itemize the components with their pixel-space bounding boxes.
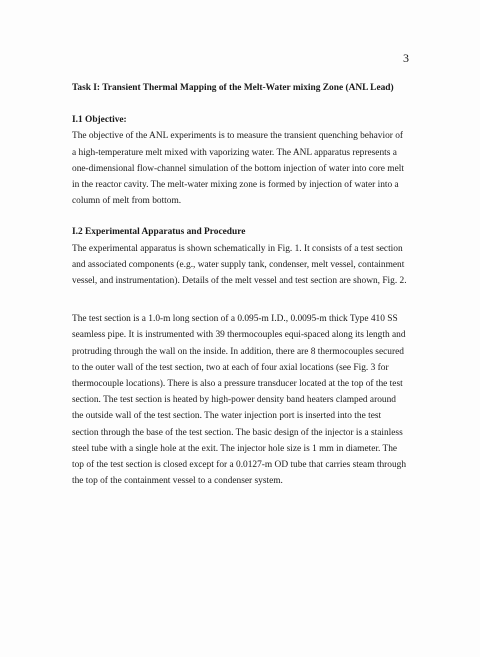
spacer bbox=[72, 209, 422, 224]
text-line: The objective of the ANL experiments is to measure the transient quenching behavior of bbox=[72, 131, 404, 142]
text-line: the outside wall of the test section. The water injection port is inserted into the test bbox=[72, 411, 382, 422]
text-line: seamless pipe. It is instrumented with 39 thermocouples equi-spaced along its length and bbox=[72, 330, 406, 341]
section-heading-apparatus: I.2 Experimental Apparatus and Procedure bbox=[72, 227, 246, 238]
text-line: column of melt from bottom. bbox=[72, 196, 182, 207]
text-line: and associated components (e.g., water supply tank, condenser, melt vessel, containment bbox=[72, 259, 405, 270]
text-line: section through the base of the test section. The basic design of the injector is a stainless bbox=[72, 427, 403, 438]
section-heading-objective: I.1 Objective: bbox=[72, 115, 127, 126]
text-line: section. The test section is heated by high-power density band heaters clamped around bbox=[72, 395, 396, 406]
text-line: steel tube with a single hole at the exit. The injector hole size is 1 mm in diameter. The bbox=[72, 443, 398, 454]
apparatus-paragraph bbox=[72, 241, 422, 290]
objective-paragraph bbox=[72, 128, 422, 209]
text-line: to the outer wall of the test section, two at each of four axial locations (see Fig. 3 for bbox=[72, 362, 389, 373]
text-line: the top of the containment vessel to a condenser system. bbox=[72, 476, 283, 487]
text-line: in the reactor cavity. The melt-water mixing zone is formed by injection of water into a bbox=[72, 180, 399, 191]
text-line: top of the test section is closed except for a 0.0127-m OD tube that carries steam through bbox=[72, 460, 407, 471]
test-section-paragraph bbox=[72, 311, 422, 489]
page-number: 3 bbox=[403, 51, 409, 65]
text-line: protruding through the wall on the inside. In addition, there are 8 thermocouples secured bbox=[72, 346, 404, 357]
document-body bbox=[72, 80, 422, 489]
text-line: The experimental apparatus is shown schematically in Fig. 1. It consists of a test section bbox=[72, 243, 403, 254]
spacer bbox=[72, 289, 422, 311]
text-line: The test section is a 1.0-m long section of a 0.095-m I.D., 0.0095-m thick Type 410 SS bbox=[72, 314, 398, 325]
spacer bbox=[72, 96, 422, 112]
text-line: vessel, and instrumentation). Details of the melt vessel and test section are shown, Fig. 2. bbox=[72, 276, 407, 287]
text-line: one-dimensional flow-channel simulation of the bottom injection of water into core melt bbox=[72, 163, 404, 174]
task-title: Task I: Transient Thermal Mapping of the Melt-Water mixing Zone (ANL Lead) bbox=[72, 83, 394, 93]
text-line: thermocouple locations). There is also a pressure transducer located at the top of the test bbox=[72, 379, 403, 390]
text-line: a high-temperature melt mixed with vaporizing water. The ANL apparatus represents a bbox=[72, 147, 397, 158]
